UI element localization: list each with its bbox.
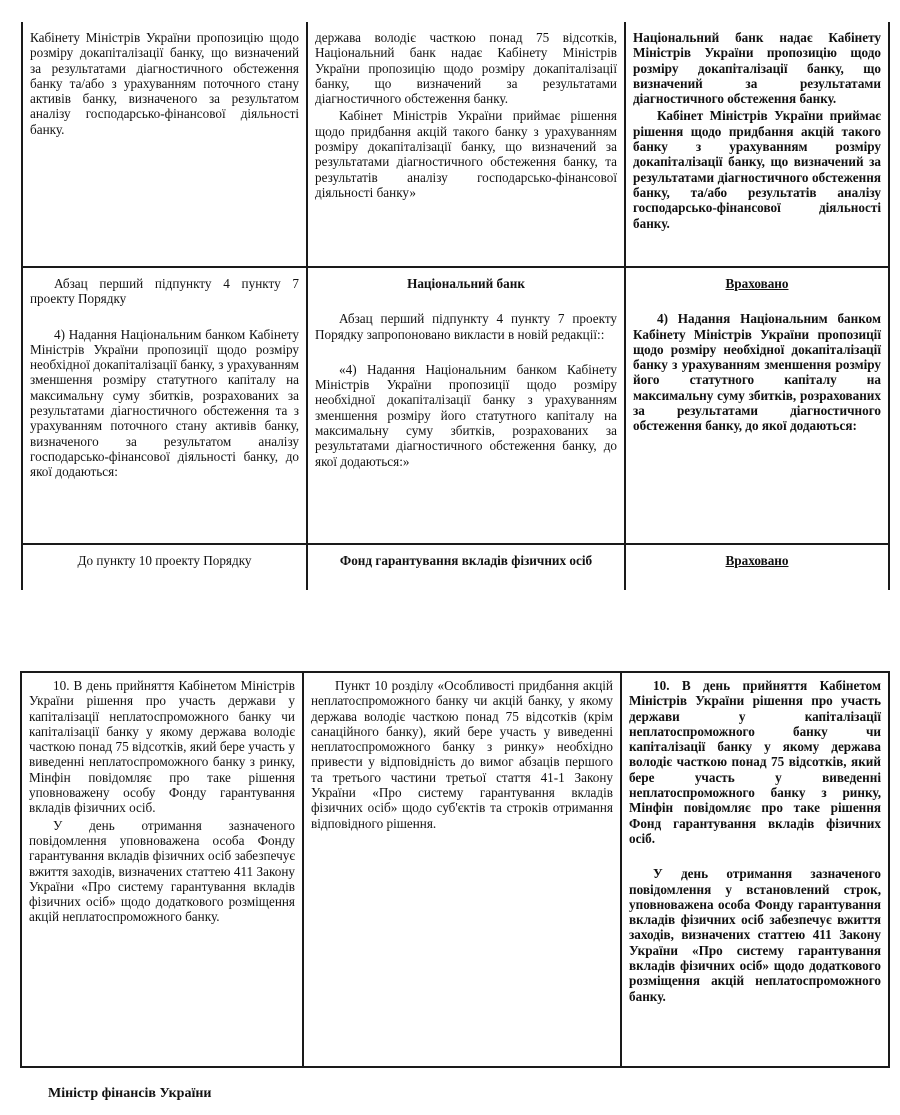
top-row3-col3 — [626, 553, 888, 568]
paragraph: У день отримання зазначеного повідомлення уповноважена особа Фонду гарантування вкладів фізичних осіб забезпечує вжиття заходів, визначених статтею 411 Закону України «Про систему гарантування вкладів фізичних осіб» щодо додаткового розміщення акцій неплатоспроможного банку. — [29, 817, 295, 925]
top-row1-col3 — [626, 30, 888, 231]
paragraph: Кабінет Міністрів України приймає рішення щодо придбання акцій такого банку з урахуванням розміру докапіталізації банку, що визначений за результатами діагностичного обстеження банку, та результатів аналізу господарсько-фінансової діяльності банку» — [315, 108, 617, 200]
top-table-right-border — [888, 22, 890, 590]
paragraph: 4) Надання Національним банком Кабінету Міністрів України пропозиції щодо розміру необхідної докапіталізації банку з урахуванням зменшення розміру його статутного капіталу на максимальну суму збитків, розрахованих за результатами діагностичного обстеження банку, до якої додаються: — [633, 311, 881, 434]
paragraph: Національний банк надає Кабінету Міністрів України пропозицію щодо розміру докапіталізації банку, що визначений за результатами діагностичного обстеження банку. — [633, 30, 881, 107]
paragraph: 4) Надання Національним банком Кабінету Міністрів України пропозиції щодо розміру необхідної докапіталізації банку, з урахуванням зменшення розміру статутного капіталу на максимальну суму збитків, розрахованих за результатами діагностичного обстеження та з урахуванням поточного стану активів банку, визначеного за результатом аналізу господарсько-фінансової діяльності банку, до якої додаються: — [30, 326, 299, 480]
top-row3-col1 — [23, 553, 306, 568]
top-row2-col2 — [308, 276, 624, 469]
paragraph: У день отримання зазначеного повідомлення у встановлений строк, уповноважена особа Фонду гарантування вкладів фізичних осіб забезпечує вжиття заходів, визначених статтею 411 Закону України «Про систему гарантування вкладів фізичних осіб» щодо додаткового розміщення акцій неплатоспроможного банку. — [629, 866, 881, 1004]
row-label: Фонд гарантування вкладів фізичних осіб — [339, 553, 593, 568]
top-row2-col1 — [23, 276, 306, 480]
bottom-table-top-border — [20, 671, 890, 673]
top-row2-col3 — [626, 276, 888, 434]
bottom-table-bottom-border — [20, 1066, 890, 1068]
top-row1-col2 — [308, 30, 624, 200]
paragraph: 10. В день прийняття Кабінетом Міністрів України рішення про участь держави у капіталізації неплатоспроможного банку чи капіталізації банку у якому держава володіє часткою понад 75 відсотків, який бере участь у виведенні неплатоспроможного банку з ринку, Мінфін повідомляє про таке рішення уповноважену особу Фонду гарантування вкладів фізичних осіб. — [29, 678, 295, 816]
status-heading: Враховано — [725, 553, 789, 568]
bottom-table-right-border — [888, 671, 890, 1068]
paragraph: Кабінету Міністрів України пропозицію щодо розміру докапіталізації банку, що визначений за результатами діагностичного обстеження банку та/або з урахуванням поточного стану активів банку, визначеного за результатом аналізу господарсько-фінансової діяльності банку. — [30, 30, 299, 137]
paragraph: 10. В день прийняття Кабінетом Міністрів України рішення про участь держави у капіталізації неплатоспроможного банку чи капіталізації банку у якому держава володіє часткою понад 75 відсотків, який бере участь у виведенні неплатоспроможного банку з ринку, Мінфін повідомляє про таке рішення Фонд гарантування вкладів фізичних осіб. — [629, 678, 881, 846]
bottom-col1 — [22, 678, 302, 925]
row-label: До пункту 10 проекту Порядку — [77, 553, 252, 568]
paragraph: Абзац перший підпункту 4 пункту 7 проекту Порядку запропоновано викласти в новій редакції:: — [315, 311, 617, 342]
paragraph: «4) Надання Національним банком Кабінету Міністрів України пропозиції щодо розміру необхідної докапіталізації банку з урахуванням зменшення розміру його статутного капіталу на максимальну суму збитків, розрахованих за результатами діагностичного обстеження банку, до якої додаються:» — [315, 361, 617, 469]
bottom-col3 — [622, 678, 888, 1004]
paragraph: Абзац перший підпункту 4 пункту 7 проекту Порядку — [30, 276, 299, 307]
top-row1-col1 — [23, 30, 306, 137]
top-table-row-divider-2 — [21, 543, 890, 545]
top-row3-col2 — [308, 553, 624, 568]
status-heading: Враховано — [725, 276, 789, 291]
paragraph: Кабінет Міністрів України приймає рішення щодо придбання акцій такого банку з урахуванням розміру докапіталізації банку, що визначений за результатами діагностичного обстеження банку, та/або результатів аналізу господарсько-фінансової діяльності банку. — [633, 108, 881, 231]
paragraph: держава володіє часткою понад 75 відсотків, Національний банк надає Кабінету Міністрів України пропозицію щодо розміру докапіталізації банку, що визначений за результатами діагностичного обстеження банку. — [315, 30, 617, 107]
signature-line: Міністр фінансів України — [48, 1086, 212, 1101]
column-heading: Національний банк — [407, 276, 525, 291]
top-table-row-divider-1 — [21, 266, 890, 268]
paragraph: Пункт 10 розділу «Особливості придбання акцій неплатоспроможного банку чи акцій банку, у якому держава володіє часткою понад 75 відсотків (крім санаційного банку), який бере участь у виведенні неплатоспроможного банку з ринку» необхідно привести у відповідність до вимог абзаців першого та третього частини третьої стаття 41-1 Закону України «Про систему гарантування вкладів фізичних осіб» щодо суб'єктів та строків отримання відповідного рішення. — [311, 678, 613, 831]
bottom-col2 — [304, 678, 620, 831]
